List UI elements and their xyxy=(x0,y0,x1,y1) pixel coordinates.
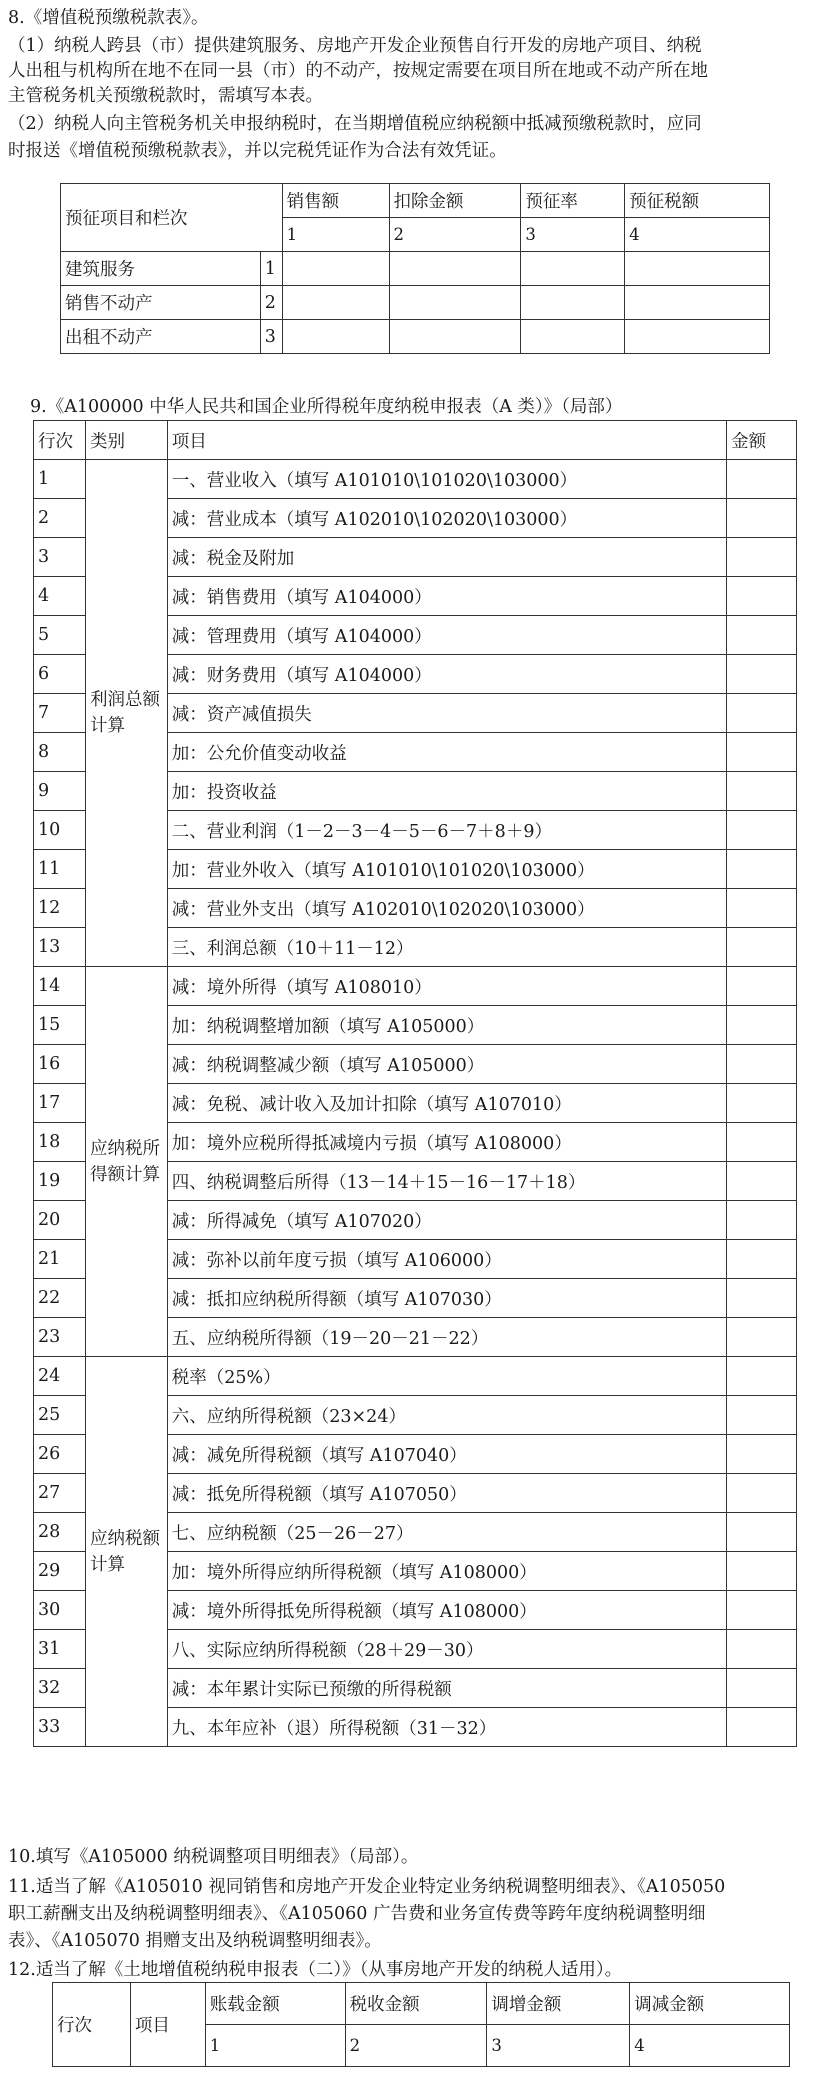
amount-cell[interactable] xyxy=(727,538,797,577)
empty-cell[interactable] xyxy=(389,286,521,320)
row-number: 3 xyxy=(260,320,282,354)
amount-cell[interactable] xyxy=(727,1357,797,1396)
row-number: 6 xyxy=(34,655,86,694)
col-header: 调减金额 xyxy=(630,1983,790,2025)
empty-cell[interactable] xyxy=(625,286,770,320)
row-item: 加：境外所得应纳所得税额（填写 A108000） xyxy=(167,1552,726,1591)
amount-cell[interactable] xyxy=(727,1318,797,1357)
row-item: 减：境外所得抵免所得税额（填写 A108000） xyxy=(167,1591,726,1630)
row-number: 32 xyxy=(34,1669,86,1708)
row-number: 33 xyxy=(34,1708,86,1747)
col-number: 1 xyxy=(282,218,389,252)
row-number: 28 xyxy=(34,1513,86,1552)
row-number: 16 xyxy=(34,1045,86,1084)
row-item: 加：境外应税所得抵减境内亏损（填写 A108000） xyxy=(167,1123,726,1162)
row-item: 减：营业外支出（填写 A102010\102020\103000） xyxy=(167,889,726,928)
section10-title: 10.填写《A105000 纳税调整项目明细表》（局部）。 xyxy=(8,1847,419,1867)
row-number: 18 xyxy=(34,1123,86,1162)
empty-cell[interactable] xyxy=(389,320,521,354)
empty-cell[interactable] xyxy=(282,320,389,354)
row-number: 4 xyxy=(34,577,86,616)
empty-cell[interactable] xyxy=(625,320,770,354)
row-item: 减：抵扣应纳税所得额（填写 A107030） xyxy=(167,1279,726,1318)
row-number: 1 xyxy=(260,252,282,286)
category-taxable: 应纳税所得额计算 xyxy=(85,967,167,1357)
section11-line3: 表》、《A105070 捐赠支出及纳税调整明细表》。 xyxy=(8,1931,382,1951)
amount-cell[interactable] xyxy=(727,1279,797,1318)
row-item: 减：境外所得（填写 A108010） xyxy=(167,967,726,1006)
row-number: 22 xyxy=(34,1279,86,1318)
amount-cell[interactable] xyxy=(727,850,797,889)
row-label: 建筑服务 xyxy=(61,252,261,286)
section8-para2-line2: 时报送《增值税预缴税款表》，并以完税凭证作为合法有效凭证。 xyxy=(8,141,507,161)
amount-cell[interactable] xyxy=(727,1591,797,1630)
row-item: 七、应纳税额（25－26－27） xyxy=(167,1513,726,1552)
section8-para1-line1: （1）纳税人跨县（市）提供建筑服务、房地产开发企业预售自行开发的房地产项目、纳税 xyxy=(8,36,702,56)
row-number: 31 xyxy=(34,1630,86,1669)
row-item: 五、应纳税所得额（19－20－21－22） xyxy=(167,1318,726,1357)
row-number: 9 xyxy=(34,772,86,811)
row-item: 加：公允价值变动收益 xyxy=(167,733,726,772)
col-header: 账载金额 xyxy=(205,1983,345,2025)
header-category: 类别 xyxy=(85,421,167,460)
row-item: 加：纳税调整增加额（填写 A105000） xyxy=(167,1006,726,1045)
amount-cell[interactable] xyxy=(727,1006,797,1045)
amount-cell[interactable] xyxy=(727,1084,797,1123)
row-item: 减：销售费用（填写 A104000） xyxy=(167,577,726,616)
income-tax-table xyxy=(33,420,797,1747)
empty-cell[interactable] xyxy=(389,252,521,286)
row-number: 27 xyxy=(34,1474,86,1513)
col-number: 2 xyxy=(389,218,521,252)
row-item: 减：营业成本（填写 A102010\102020\103000） xyxy=(167,499,726,538)
amount-cell[interactable] xyxy=(727,1708,797,1747)
land-row-label: 行次 xyxy=(53,1983,131,2067)
row-number: 19 xyxy=(34,1162,86,1201)
row-item: 减：本年累计实际已预缴的所得税额 xyxy=(167,1669,726,1708)
row-number: 3 xyxy=(34,538,86,577)
row-number: 8 xyxy=(34,733,86,772)
row-number: 12 xyxy=(34,889,86,928)
row-number: 24 xyxy=(34,1357,86,1396)
row-item: 八、实际应纳所得税额（28＋29－30） xyxy=(167,1630,726,1669)
empty-cell[interactable] xyxy=(282,286,389,320)
amount-cell[interactable] xyxy=(727,928,797,967)
section8-para1-line3: 主管税务机关预缴税款时，需填写本表。 xyxy=(8,86,323,106)
amount-cell[interactable] xyxy=(727,967,797,1006)
land-item-label: 项目 xyxy=(130,1983,205,2067)
col-header: 预征税额 xyxy=(625,184,770,218)
amount-cell[interactable] xyxy=(727,1162,797,1201)
col-header: 扣除金额 xyxy=(389,184,521,218)
col-number: 3 xyxy=(487,2025,630,2067)
row-item: 减：税金及附加 xyxy=(167,538,726,577)
row-item: 减：弥补以前年度亏损（填写 A106000） xyxy=(167,1240,726,1279)
row-number: 25 xyxy=(34,1396,86,1435)
header-item: 项目 xyxy=(167,421,726,460)
row-number: 2 xyxy=(34,499,86,538)
header-row-no: 行次 xyxy=(34,421,86,460)
amount-cell[interactable] xyxy=(727,694,797,733)
prepaid-header-label: 预征项目和栏次 xyxy=(61,184,283,252)
amount-cell[interactable] xyxy=(727,1045,797,1084)
col-header: 税收金额 xyxy=(345,1983,487,2025)
row-item: 减：管理费用（填写 A104000） xyxy=(167,616,726,655)
row-number: 7 xyxy=(34,694,86,733)
amount-cell[interactable] xyxy=(727,616,797,655)
amount-cell[interactable] xyxy=(727,1240,797,1279)
empty-cell[interactable] xyxy=(521,252,625,286)
row-item: 九、本年应补（退）所得税额（31－32） xyxy=(167,1708,726,1747)
table-row xyxy=(34,460,797,499)
amount-cell[interactable] xyxy=(727,1513,797,1552)
amount-cell[interactable] xyxy=(727,1552,797,1591)
row-number: 5 xyxy=(34,616,86,655)
row-item: 减：资产减值损失 xyxy=(167,694,726,733)
empty-cell[interactable] xyxy=(625,252,770,286)
row-number: 26 xyxy=(34,1435,86,1474)
row-number: 10 xyxy=(34,811,86,850)
amount-cell[interactable] xyxy=(727,1123,797,1162)
header-amount: 金额 xyxy=(727,421,797,460)
amount-cell[interactable] xyxy=(727,1396,797,1435)
empty-cell[interactable] xyxy=(282,252,389,286)
col-number: 4 xyxy=(625,218,770,252)
row-item: 减：减免所得税额（填写 A107040） xyxy=(167,1435,726,1474)
row-label: 销售不动产 xyxy=(61,286,261,320)
amount-cell[interactable] xyxy=(727,733,797,772)
row-item: 减：免税、减计收入及加计扣除（填写 A107010） xyxy=(167,1084,726,1123)
land-tax-table xyxy=(52,1982,790,2067)
category-profit: 利润总额计算 xyxy=(85,460,167,967)
col-number: 2 xyxy=(345,2025,487,2067)
amount-cell[interactable] xyxy=(727,889,797,928)
row-number: 15 xyxy=(34,1006,86,1045)
amount-cell[interactable] xyxy=(727,499,797,538)
row-number: 1 xyxy=(34,460,86,499)
prepaid-tax-table xyxy=(60,183,770,354)
amount-cell[interactable] xyxy=(727,772,797,811)
amount-cell[interactable] xyxy=(727,1201,797,1240)
amount-cell[interactable] xyxy=(727,811,797,850)
col-header: 调增金额 xyxy=(487,1983,630,2025)
section9-title: 9.《A100000 中华人民共和国企业所得税年度纳税申报表（A 类）》（局部） xyxy=(30,397,623,417)
empty-cell[interactable] xyxy=(521,286,625,320)
row-number: 21 xyxy=(34,1240,86,1279)
row-number: 30 xyxy=(34,1591,86,1630)
col-header: 销售额 xyxy=(282,184,389,218)
row-item: 二、营业利润（1－2－3－4－5－6－7＋8＋9） xyxy=(167,811,726,850)
amount-cell[interactable] xyxy=(727,460,797,499)
row-number: 23 xyxy=(34,1318,86,1357)
empty-cell[interactable] xyxy=(521,320,625,354)
row-item: 税率（25%） xyxy=(167,1357,726,1396)
row-item: 四、纳税调整后所得（13－14＋15－16－17＋18） xyxy=(167,1162,726,1201)
amount-cell[interactable] xyxy=(727,1435,797,1474)
row-item: 减：抵免所得税额（填写 A107050） xyxy=(167,1474,726,1513)
col-number: 1 xyxy=(205,2025,345,2067)
section8-para2-line1: （2）纳税人向主管税务机关申报纳税时，在当期增值税应纳税额中抵减预缴税款时，应同 xyxy=(8,114,702,134)
row-number: 14 xyxy=(34,967,86,1006)
section8-para1-line2: 人出租与机构所在地不在同一县（市）的不动产，按规定需要在项目所在地或不动产所在地 xyxy=(8,61,708,81)
row-number: 13 xyxy=(34,928,86,967)
row-item: 三、利润总额（10＋11－12） xyxy=(167,928,726,967)
section8-title: 8.《增值税预缴税款表》。 xyxy=(8,8,209,28)
amount-cell[interactable] xyxy=(727,1669,797,1708)
table-row xyxy=(34,967,797,1006)
row-number: 29 xyxy=(34,1552,86,1591)
row-number: 11 xyxy=(34,850,86,889)
row-item: 减：纳税调整减少额（填写 A105000） xyxy=(167,1045,726,1084)
amount-cell[interactable] xyxy=(727,1630,797,1669)
section11-line2: 职工薪酬支出及纳税调整明细表》、《A105060 广告费和业务宣传费等跨年度纳税调整明细 xyxy=(8,1904,706,1924)
row-item: 加：营业外收入（填写 A101010\101020\103000） xyxy=(167,850,726,889)
col-number: 3 xyxy=(521,218,625,252)
row-item: 一、营业收入（填写 A101010\101020\103000） xyxy=(167,460,726,499)
row-label: 出租不动产 xyxy=(61,320,261,354)
row-item: 减：财务费用（填写 A104000） xyxy=(167,655,726,694)
row-number: 17 xyxy=(34,1084,86,1123)
category-tax: 应纳税额计算 xyxy=(85,1357,167,1747)
section12-title: 12.适当了解《土地增值税纳税申报表（二）》（从事房地产开发的纳税人适用）。 xyxy=(8,1960,623,1980)
col-header: 预征率 xyxy=(521,184,625,218)
table-row xyxy=(34,1357,797,1396)
amount-cell[interactable] xyxy=(727,577,797,616)
col-number: 4 xyxy=(630,2025,790,2067)
row-item: 减：所得减免（填写 A107020） xyxy=(167,1201,726,1240)
row-item: 加：投资收益 xyxy=(167,772,726,811)
section11-line1: 11.适当了解《A105010 视同销售和房地产开发企业特定业务纳税调整明细表》、《A105050 xyxy=(8,1877,726,1897)
amount-cell[interactable] xyxy=(727,1474,797,1513)
amount-cell[interactable] xyxy=(727,655,797,694)
row-item: 六、应纳所得税额（23×24） xyxy=(167,1396,726,1435)
row-number: 2 xyxy=(260,286,282,320)
row-number: 20 xyxy=(34,1201,86,1240)
